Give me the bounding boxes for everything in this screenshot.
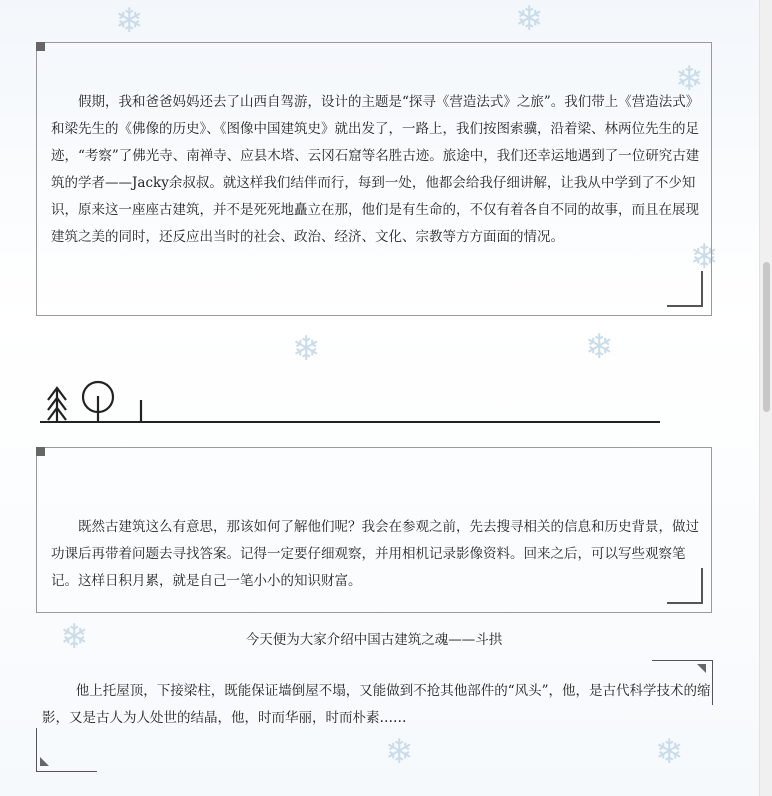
section-subtitle: 今天便为大家介绍中国古建筑之魂——斗拱	[245, 632, 503, 648]
snowflake-icon: ❄	[655, 732, 684, 772]
snowflake-icon: ❄	[515, 0, 544, 39]
method-paragraph: 既然古建筑这么有意思，那该如何了解他们呢？我会在参观之前，先去搜寻相关的信息和历史背景，做过功课后再带着问题去寻找答案。记得一定要仔细观察，并用相机记录影像资料。回来之后，可以写些观察笔记。这样日积月累，就是自己一笔小小的知识财富。	[51, 519, 699, 589]
scrollbar[interactable]	[759, 0, 772, 796]
round-tree-icon	[83, 382, 113, 422]
snowflake-icon: ❄	[115, 1, 144, 41]
snowflake-icon: ❄	[60, 617, 89, 657]
dougong-paragraph: 他上托屋顶，下接梁柱，既能保证墙倒屋不塌，又能做到不抢其他部件的“风头”，他，是古代科学技术的缩影，又是古人为人处世的结晶，他，时而华丽，时而朴素……	[42, 683, 711, 726]
snowflake-icon: ❄	[585, 327, 614, 367]
corner-square-marker	[36, 42, 45, 51]
snowflake-icon: ❄	[675, 59, 704, 99]
triangle-marker	[40, 757, 49, 766]
snowflake-icon: ❄	[385, 732, 414, 772]
scrollbar-thumb[interactable]	[763, 262, 770, 412]
text-box-method	[36, 447, 712, 613]
text-box-intro	[36, 42, 712, 316]
triangle-marker	[697, 664, 706, 673]
corner-bracket-mark	[667, 271, 703, 307]
section-divider	[40, 378, 660, 428]
intro-paragraph: 假期，我和爸爸妈妈还去了山西自驾游，设计的主题是“探寻《营造法式》之旅”。我们带上《营造法式》和梁先生的《佛像的历史》、《图像中国建筑史》就出发了，一路上，我们按图索骥，沿着梁、林两位先生的足迹，“考察”了佛光寺、南禅寺、应县木塔、云冈石窟等名胜古迹。旅途中，我们还幸运地遇到了一位研究古建筑的学者——Jacky余叔叔。就这样我们结伴而行，每到一处，他都会给我仔细讲解，让我从中学到了不少知识，原来这一座座古建筑，并不是死死地矗立在那，他们是有生命的，不仅有着各自不同的故事，而且在展现建筑之美的同时，还反应出当时的社会、政治、经济、文化、宗教等方方面面的情况。	[51, 94, 700, 245]
corner-square-marker	[36, 447, 45, 456]
corner-bracket-mark	[667, 568, 703, 604]
snowflake-icon: ❄	[690, 237, 719, 277]
snowflake-icon: ❄	[292, 329, 321, 369]
tree-icon	[48, 388, 66, 422]
